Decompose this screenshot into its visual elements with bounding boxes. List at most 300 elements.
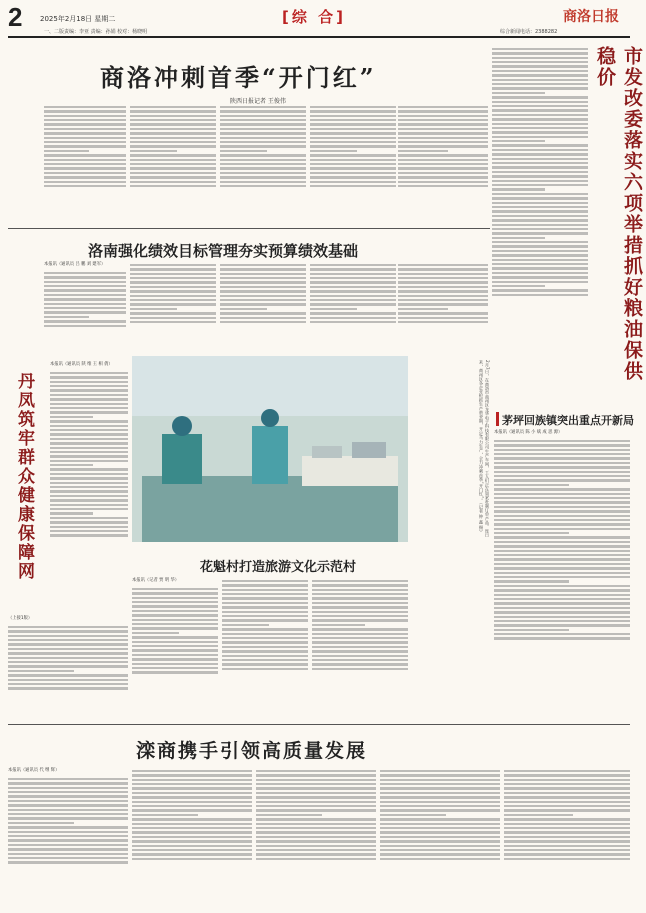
huakui-lead: 本报讯（记者 贾 明 华） (132, 578, 180, 583)
text-line (310, 167, 396, 169)
text-line (50, 385, 128, 387)
text-line (504, 823, 630, 825)
text-line (132, 597, 218, 599)
text-line (220, 145, 306, 147)
text-line (492, 237, 545, 239)
text-line (130, 150, 177, 152)
text-line (50, 407, 128, 409)
text-line (504, 801, 630, 803)
text-line (8, 687, 128, 689)
text-line (44, 145, 126, 147)
text-line (398, 163, 488, 165)
text-line (380, 845, 500, 847)
text-line (380, 796, 500, 798)
text-line (222, 659, 308, 661)
text-line (492, 118, 588, 120)
text-line (256, 845, 376, 847)
maopingcun-body (494, 438, 630, 734)
text-line (132, 623, 218, 625)
text-line (50, 490, 128, 492)
text-line (222, 602, 308, 604)
text-line (494, 563, 630, 565)
text-line (44, 272, 126, 274)
text-line (50, 403, 128, 405)
text-line (312, 663, 408, 665)
text-line (44, 123, 126, 125)
text-line (44, 115, 126, 117)
text-line (494, 550, 630, 552)
text-line (130, 290, 216, 292)
text-line (50, 477, 128, 479)
text-line (222, 584, 308, 586)
text-line (310, 273, 396, 275)
text-line (50, 411, 128, 413)
text-line (50, 442, 128, 444)
text-line (504, 805, 630, 807)
text-line (130, 132, 216, 134)
huakui-column-3 (312, 578, 408, 716)
text-line (50, 530, 128, 532)
text-line (8, 652, 128, 654)
text-line (130, 264, 216, 266)
text-line (398, 317, 488, 319)
text-line (256, 827, 376, 829)
text-line (494, 501, 630, 503)
text-line (398, 290, 488, 292)
text-line (398, 123, 488, 125)
text-line (132, 619, 218, 621)
text-line (220, 106, 306, 108)
text-line (130, 137, 216, 139)
text-line (220, 141, 306, 143)
text-line (130, 110, 216, 112)
text-line (492, 57, 588, 59)
text-line (504, 840, 630, 842)
text-line (50, 504, 128, 506)
text-line (380, 823, 500, 825)
text-line (380, 783, 500, 785)
text-line (492, 109, 588, 111)
text-line (220, 290, 306, 292)
text-line (8, 857, 128, 859)
text-line (132, 779, 252, 781)
text-line (8, 778, 128, 780)
text-line (312, 624, 365, 626)
text-line (220, 137, 306, 139)
text-line (50, 486, 128, 488)
text-line (50, 468, 128, 470)
text-line (8, 835, 128, 837)
text-line (398, 273, 488, 275)
text-line (44, 128, 126, 130)
text-line (220, 132, 306, 134)
text-line (310, 303, 396, 305)
text-line (492, 96, 588, 98)
text-line (8, 839, 128, 841)
text-line (380, 853, 500, 855)
text-line (220, 308, 267, 310)
text-line (220, 317, 306, 319)
main-article-column-1 (44, 104, 126, 224)
text-line (50, 526, 128, 528)
text-line (492, 210, 588, 212)
text-line (132, 627, 218, 629)
text-line (44, 289, 126, 291)
text-line (504, 783, 630, 785)
rural-column-2 (132, 768, 252, 906)
text-line (494, 637, 630, 639)
text-line (8, 648, 128, 650)
text-line (130, 268, 216, 270)
text-line (50, 425, 128, 427)
text-line (132, 831, 252, 833)
text-line (380, 801, 500, 803)
text-line (310, 185, 396, 187)
text-line (132, 858, 252, 860)
danfeng-lead: 本报讯（通讯员 陕 维 王 相 倩） (50, 362, 113, 367)
text-line (492, 250, 588, 252)
text-line (130, 273, 216, 275)
text-line (8, 809, 128, 811)
text-line (492, 254, 588, 256)
text-line (504, 827, 630, 829)
text-line (492, 241, 588, 243)
text-line (130, 277, 216, 279)
rural-column-1 (8, 776, 128, 906)
text-line (492, 149, 588, 151)
text-line (310, 176, 396, 178)
text-line (310, 281, 396, 283)
text-line (44, 311, 126, 313)
text-line (50, 495, 128, 497)
text-line (44, 172, 126, 174)
text-line (492, 219, 588, 221)
text-line (222, 641, 308, 643)
text-line (492, 267, 588, 269)
text-line (50, 473, 128, 475)
text-line (222, 597, 308, 599)
text-line (494, 444, 630, 446)
text-line (504, 779, 630, 781)
text-line (492, 193, 588, 195)
page-number: 2 (8, 2, 23, 32)
continued-note: （上接1版） (8, 616, 33, 621)
text-line (494, 484, 569, 486)
text-line (44, 298, 126, 300)
text-line (44, 325, 126, 327)
text-line (50, 455, 128, 457)
text-line (398, 106, 488, 108)
text-line (130, 172, 216, 174)
text-line (44, 137, 126, 139)
text-line (494, 594, 630, 596)
text-line (220, 119, 306, 121)
text-line (312, 615, 408, 617)
text-line (220, 154, 306, 156)
text-line (312, 584, 408, 586)
text-line (44, 110, 126, 112)
text-line (222, 589, 308, 591)
text-line (130, 123, 216, 125)
right-article-body (492, 46, 588, 406)
text-line (398, 132, 488, 134)
text-line (220, 312, 306, 314)
text-line (8, 804, 128, 806)
text-line (222, 624, 269, 626)
finance-headline: 洛南强化绩效目标管理夯实预算绩效基础 (88, 242, 359, 260)
text-line (256, 853, 376, 855)
text-line (492, 202, 588, 204)
rural-column-5 (504, 768, 630, 906)
text-line (494, 515, 630, 517)
text-line (504, 809, 630, 811)
text-line (50, 451, 128, 453)
text-line (220, 264, 306, 266)
text-line (8, 670, 74, 672)
text-line (310, 110, 396, 112)
text-line (222, 655, 308, 657)
main-byline: 陕西日报记者 王俊伟 (230, 98, 286, 105)
text-line (380, 774, 500, 776)
text-line (8, 679, 128, 681)
text-line (130, 115, 216, 117)
text-line (44, 320, 126, 322)
text-line (8, 831, 128, 833)
text-line (492, 48, 588, 50)
text-line (494, 567, 630, 569)
text-line (220, 268, 306, 270)
text-line (494, 475, 630, 477)
text-line (492, 83, 588, 85)
text-line (492, 276, 588, 278)
text-line (310, 106, 396, 108)
section-title: [综 合] (282, 8, 346, 26)
text-line (494, 471, 630, 473)
text-line (220, 110, 306, 112)
main-headline: 商洛冲刺首季“开门红” (100, 63, 377, 92)
text-line (312, 611, 408, 613)
text-line (492, 294, 588, 296)
text-line (130, 141, 216, 143)
text-line (494, 506, 630, 508)
text-line (310, 145, 396, 147)
text-line (50, 512, 93, 514)
text-line (492, 87, 588, 89)
text-line (132, 783, 252, 785)
text-line (494, 602, 630, 604)
text-line (310, 150, 357, 152)
text-line (44, 132, 126, 134)
text-line (222, 650, 308, 652)
text-line (220, 181, 306, 183)
text-line (50, 499, 128, 501)
text-line (310, 277, 396, 279)
text-line (398, 141, 488, 143)
text-line (132, 636, 218, 638)
text-line (504, 796, 630, 798)
text-line (132, 814, 198, 816)
text-line (130, 106, 216, 108)
text-line (492, 123, 588, 125)
finance-column-2 (130, 262, 216, 352)
text-line (44, 141, 126, 143)
text-line (130, 128, 216, 130)
text-line (220, 321, 306, 323)
text-line (504, 836, 630, 838)
text-line (132, 774, 252, 776)
huakui-column-2 (222, 578, 308, 716)
text-line (220, 172, 306, 174)
text-line (310, 123, 396, 125)
text-line (130, 281, 216, 283)
main-article-column-2 (130, 104, 216, 224)
text-line (310, 264, 396, 266)
text-line (504, 814, 573, 816)
text-line (132, 649, 218, 651)
text-line (222, 615, 308, 617)
text-line (256, 770, 376, 772)
text-line (130, 312, 216, 314)
text-line (310, 295, 396, 297)
text-line (504, 818, 630, 820)
text-line (492, 153, 588, 155)
contact-line: 综合新闻电话：2388282 (500, 29, 558, 35)
text-line (256, 858, 376, 860)
text-line (130, 176, 216, 178)
text-line (494, 572, 630, 574)
text-line (44, 185, 126, 187)
text-line (380, 814, 446, 816)
text-line (130, 145, 216, 147)
text-line (494, 545, 630, 547)
finance-column-5 (398, 262, 488, 352)
text-line (380, 840, 500, 842)
text-line (132, 658, 218, 660)
text-line (494, 607, 630, 609)
text-line (380, 787, 500, 789)
text-line (398, 119, 488, 121)
text-line (310, 308, 357, 310)
text-line (44, 181, 126, 183)
text-line (398, 281, 488, 283)
text-line (494, 488, 630, 490)
text-line (132, 592, 218, 594)
text-line (220, 163, 306, 165)
text-line (132, 671, 218, 673)
text-line (492, 188, 545, 190)
text-line (398, 145, 488, 147)
text-line (220, 115, 306, 117)
text-line (504, 831, 630, 833)
text-line (8, 791, 128, 793)
text-line (504, 849, 630, 851)
text-line (256, 840, 376, 842)
text-line (492, 289, 588, 291)
text-line (492, 175, 588, 177)
finance-column-4 (310, 262, 396, 352)
text-line (256, 787, 376, 789)
text-line (220, 176, 306, 178)
text-line (492, 197, 588, 199)
text-line (130, 185, 216, 187)
text-line (8, 787, 128, 789)
text-line (380, 818, 500, 820)
text-line (132, 845, 252, 847)
text-line (256, 801, 376, 803)
text-line (492, 127, 588, 129)
text-line (492, 114, 588, 116)
text-line (256, 823, 376, 825)
text-line (492, 281, 588, 283)
text-line (222, 637, 308, 639)
text-line (398, 295, 488, 297)
text-line (44, 303, 126, 305)
text-line (50, 482, 128, 484)
factory-photo-illustration (132, 356, 408, 542)
text-line (494, 616, 630, 618)
text-line (222, 663, 308, 665)
text-line (380, 858, 500, 860)
text-line (494, 629, 569, 631)
editors-line: 一、二版责编：李亚 责编：孙娟 校对：杨晓明 (44, 29, 148, 35)
maopingcun-marker (496, 412, 499, 426)
text-line (50, 372, 128, 374)
text-line (8, 635, 128, 637)
text-line (494, 510, 630, 512)
finance-column-1 (44, 270, 126, 352)
text-line (494, 457, 630, 459)
text-line (492, 206, 588, 208)
photo-caption: 2月7日，在商洛市商州区龙华电子科技有限公司生产车间，工人们正在加紧赶制订单产品。连日来，商州区各企业抢抓生产黄金期，开足马力生产，全力冲刺首季“开门红”。（记者 钟 鑫 摄） (479, 360, 490, 538)
text-line (50, 398, 128, 400)
text-line (494, 620, 630, 622)
text-line (132, 792, 252, 794)
text-line (398, 299, 488, 301)
maopingcun-lead: 本报讯（通讯员 陈 小 斌 成 思 源） (494, 430, 563, 435)
text-line (44, 176, 126, 178)
newspaper-logo: 商洛日报 (563, 9, 619, 25)
text-line (50, 534, 128, 536)
text-line (504, 792, 630, 794)
text-line (494, 558, 630, 560)
text-line (492, 184, 588, 186)
text-line (398, 150, 448, 152)
text-line (222, 611, 308, 613)
text-line (494, 519, 630, 521)
text-line (312, 593, 408, 595)
text-line (130, 163, 216, 165)
text-line (132, 641, 218, 643)
text-line (310, 159, 396, 161)
text-line (380, 849, 500, 851)
text-line (222, 606, 308, 608)
text-line (494, 528, 630, 530)
text-line (492, 65, 588, 67)
text-line (130, 299, 216, 301)
text-line (380, 770, 500, 772)
text-line (380, 809, 500, 811)
text-line (310, 132, 396, 134)
text-line (380, 805, 500, 807)
text-line (256, 831, 376, 833)
text-line (132, 667, 218, 669)
text-line (492, 101, 588, 103)
main-article-column-3 (220, 104, 306, 224)
masthead-rule (8, 36, 630, 38)
text-line (256, 783, 376, 785)
text-line (50, 508, 128, 510)
factory-photo (132, 356, 408, 542)
